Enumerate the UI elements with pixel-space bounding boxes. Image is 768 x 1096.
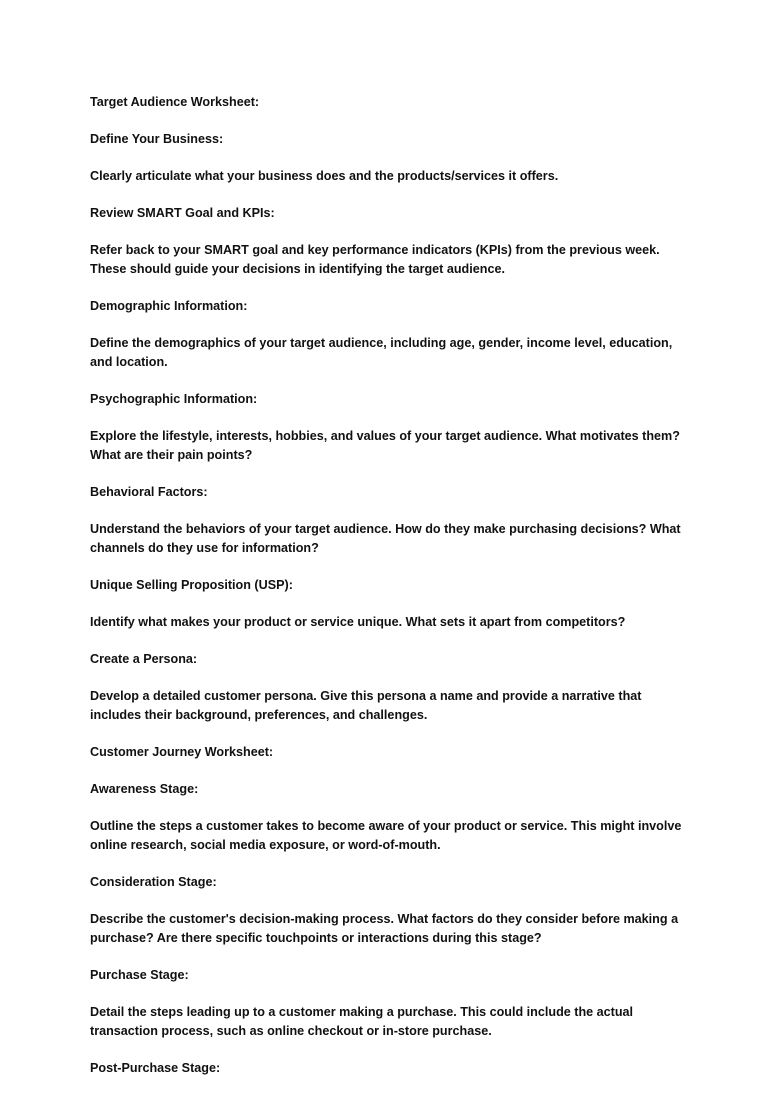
heading-demographic-information: Demographic Information: [90,299,248,313]
heading-unique-selling-proposition: Unique Selling Proposition (USP): [90,578,293,592]
heading-define-your-business: Define Your Business: [90,132,224,146]
heading-review-smart-goal: Review SMART Goal and KPIs: [90,206,275,220]
heading-consideration-stage: Consideration Stage: [90,875,217,889]
paragraph-review-smart-goal: Refer back to your SMART goal and key performance indicators (KPIs) from the previous week. These should guide your decisions in identifying the target audience. [90,243,660,276]
paragraph-psychographic-information: Explore the lifestyle, interests, hobbies, and values of your target audience. What motivates them? What are their pain points? [90,429,680,462]
paragraph-unique-selling-proposition: Identify what makes your product or service unique. What sets it apart from competitors? [90,615,626,629]
paragraph-consideration-stage: Describe the customer's decision-making process. What factors do they consider before making a purchase? Are there specific touchpoints or interactions during this stage? [90,912,679,945]
heading-target-audience-worksheet: Target Audience Worksheet: [90,95,260,109]
document-content [90,93,690,1096]
heading-purchase-stage: Purchase Stage: [90,968,189,982]
paragraph-purchase-stage: Detail the steps leading up to a customer making a purchase. This could include the actual transaction process, such as online checkout or in-store purchase. [90,1005,634,1038]
paragraph-behavioral-factors: Understand the behaviors of your target audience. How do they make purchasing decisions? What channels do they use for information? [90,522,681,555]
heading-psychographic-information: Psychographic Information: [90,392,258,406]
paragraph-demographic-information: Define the demographics of your target audience, including age, gender, income level, education, and location. [90,336,673,369]
paragraph-awareness-stage: Outline the steps a customer takes to become aware of your product or service. This might involve online research, social media exposure, or word-of-mouth. [90,819,682,852]
heading-behavioral-factors: Behavioral Factors: [90,485,208,499]
heading-customer-journey-worksheet: Customer Journey Worksheet: [90,745,274,759]
heading-post-purchase-stage: Post-Purchase Stage: [90,1061,221,1075]
paragraph-define-your-business: Clearly articulate what your business does and the products/services it offers. [90,169,559,183]
heading-create-a-persona: Create a Persona: [90,652,198,666]
paragraph-create-a-persona: Develop a detailed customer persona. Give this persona a name and provide a narrative that includes their background, preferences, and challenges. [90,689,642,722]
heading-awareness-stage: Awareness Stage: [90,782,199,796]
